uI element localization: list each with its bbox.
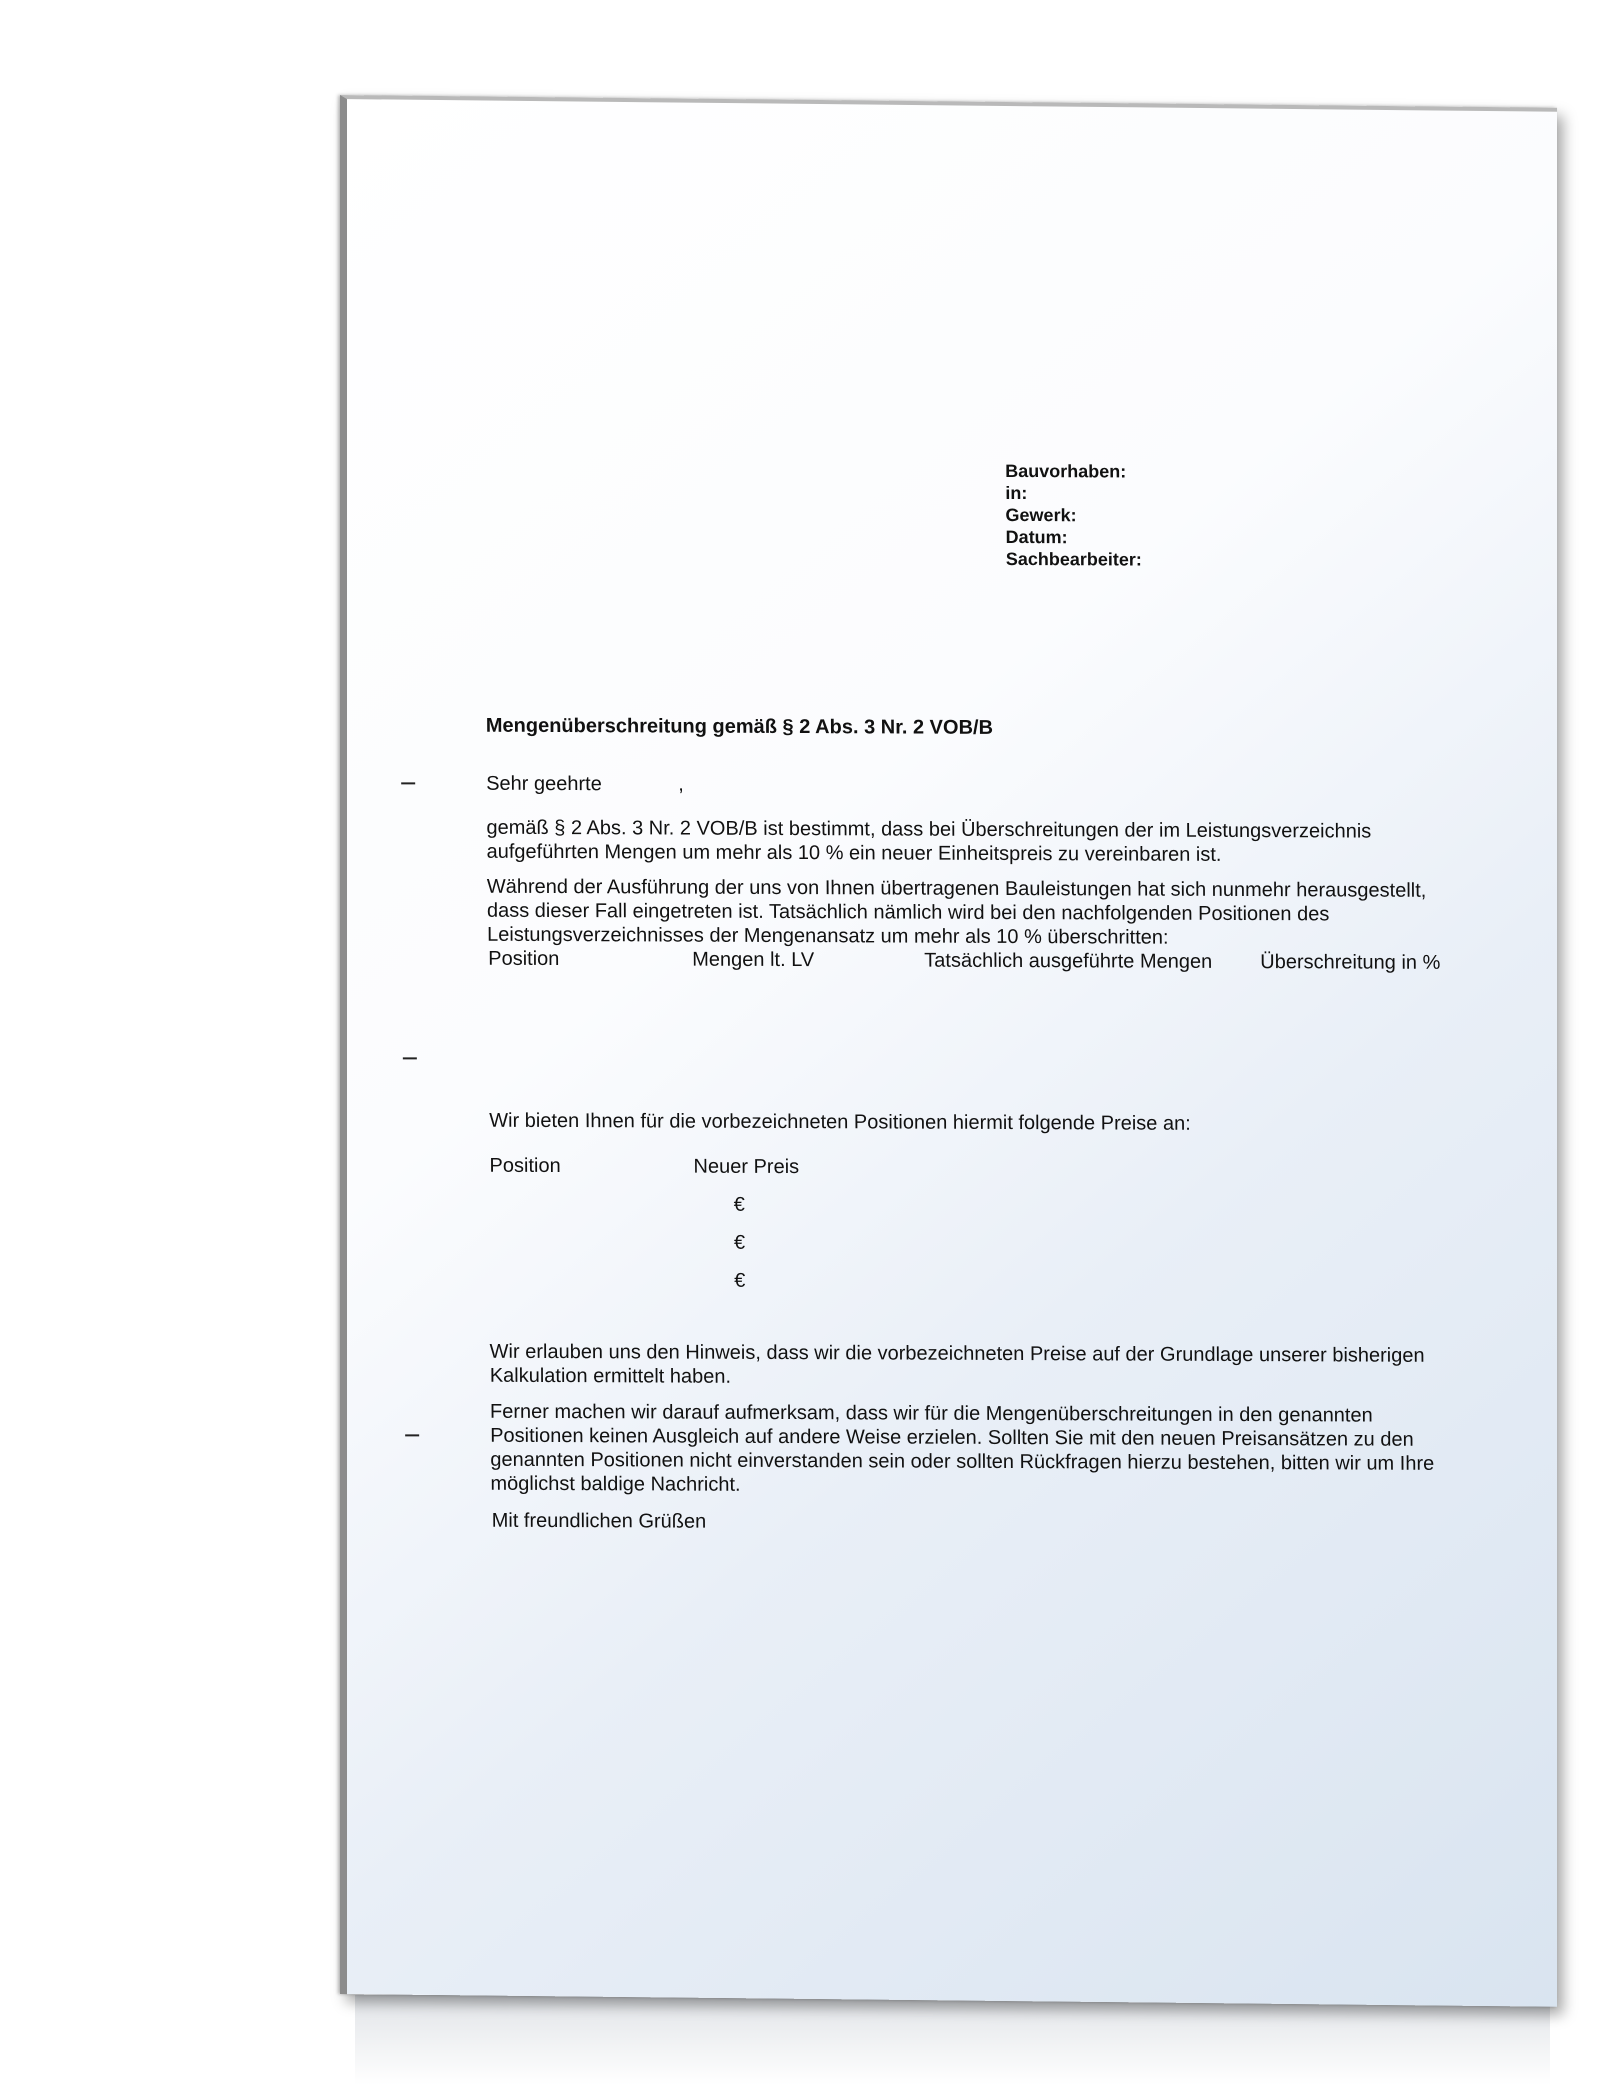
table1-header-position: Position xyxy=(488,947,560,971)
paragraph-situation: Während der Ausführung der uns von Ihnen übertragenen Bauleistungen hat sich nunmehr herausgestellt, dass dieser Fall eingetreten ist. Tatsächlich nämlich wird bei den nachfolgenden Positionen des Leistungsverzeichnisses der Mengenansatz um mehr als 10 % überschritten: xyxy=(486,875,1427,949)
paragraph-kalkulation: Wir erlauben uns den Hinweis, dass wir die vorbezeichneten Preise auf der Grundlage unserer bisherigen Kalkulation ermittelt haben. xyxy=(489,1340,1425,1388)
field-gewerk: Gewerk: xyxy=(1005,504,1077,526)
price-currency: € xyxy=(733,1231,746,1254)
field-in: in: xyxy=(1005,482,1028,504)
page-reflection xyxy=(355,1995,1550,2085)
closing: Mit freundlichen Grüßen xyxy=(491,1509,707,1533)
fold-mark xyxy=(401,782,415,784)
fold-mark xyxy=(403,1057,417,1059)
field-sachbearbeiter: Sachbearbeiter: xyxy=(1005,548,1142,570)
table2-header-position: Position xyxy=(489,1154,561,1178)
offer-intro: Wir bieten Ihnen für die vorbezeichneten Positionen hiermit folgende Preise an: xyxy=(489,1109,1191,1135)
paragraph-ausgleich: Ferner machen wir darauf aufmerksam, dass wir für die Mengenüberschreitungen in den genannten Positionen keinen Ausgleich auf andere Weise erzielen. Sollten Sie mit den neuen Preisansätzen zu den genannten Positionen nicht einverstanden sein oder sollten Rückfragen hierzu bestehen, bitten wir um Ihre möglichst baldige Nachricht. xyxy=(489,1400,1435,1496)
table1-header-ausgefuehrt: Tatsächlich ausgeführte Mengen xyxy=(924,949,1213,973)
fold-mark xyxy=(405,1434,419,1436)
document-content xyxy=(347,99,1569,1999)
price-currency: € xyxy=(733,1193,745,1216)
salutation: Sehr geehrte xyxy=(486,772,602,796)
table1-header-mengen-lv: Mengen lt. LV xyxy=(692,948,815,972)
field-datum: Datum: xyxy=(1005,526,1068,548)
paragraph-vob-rule: gemäß § 2 Abs. 3 Nr. 2 VOB/B ist bestimmt, dass bei Überschreitungen der im Leistungsverzeichnis aufgeführten Mengen um mehr als 10 % ein neuer Einheitspreis zu vereinbaren ist. xyxy=(486,816,1372,866)
table1-header-ueberschreitung: Überschreitung in % xyxy=(1260,951,1441,974)
letter-subject: Mengenüberschreitung gemäß § 2 Abs. 3 Nr. 2 VOB/B xyxy=(485,714,994,739)
document-page xyxy=(340,95,1557,2007)
table2-header-neuer-preis: Neuer Preis xyxy=(693,1155,800,1179)
salutation-comma: , xyxy=(678,773,684,796)
field-bauvorhaben: Bauvorhaben: xyxy=(1005,460,1127,482)
price-currency: € xyxy=(734,1269,746,1292)
